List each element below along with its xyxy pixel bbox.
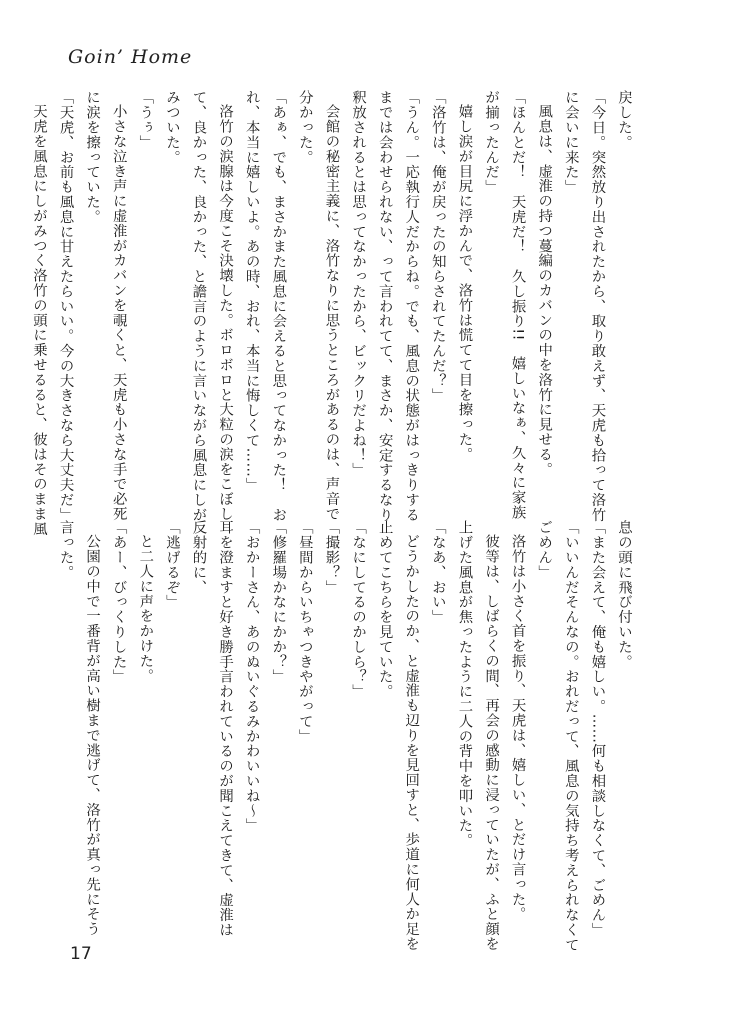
page-number: 17 [70, 944, 92, 964]
text-line: 釈放されるとは思ってなかったから、ビックリだよね！」 [350, 90, 367, 478]
text-line: 「洛竹は、俺が戻ったの知らされてたんだ？」 [429, 90, 446, 403]
text-line: 公園の中で一番背が高い樹まで逃げて、洛竹が真っ先にそう [84, 534, 101, 937]
text-line: 「いいんだそんなの。おれだって、風息の気持ち考えられなくて [562, 520, 579, 953]
text-line: に会いに来た」 [562, 90, 579, 195]
text-line: 「うぅ」 [137, 90, 154, 150]
text-line: 風息は、虚淮の持つ蔓編のカバンの中を洛竹に見せる。 [536, 104, 553, 477]
text-line: 嬉し涙が目尻に浮かんで、洛竹は慌てて目を擦った。 [456, 104, 473, 462]
text-line: みついた。 [163, 90, 180, 165]
text-line: 「うん。一応執行人だからね。でも、風息の状態がはっきりする [403, 90, 420, 523]
text-line: 「なにしてるのかしら？」 [350, 520, 367, 699]
text-line: が揃ったんだ」 [483, 90, 500, 195]
text-line: 「あー、びっくりした」 [110, 520, 127, 684]
text-line: 「また会えて、俺も嬉しい。……何も相談しなくて、ごめん」 [589, 520, 606, 938]
text-line: 「撮影？」 [323, 520, 340, 595]
text-block-top [30, 90, 637, 537]
text-line: までは会わせられない、って言われてて、まさか、安定するなり [376, 90, 393, 523]
text-line: 「おかーさん、あのぬいぐるみかわいいね〜」 [243, 520, 260, 833]
text-line: れ、本当に嬉しいよ。あの時、おれ、本当に悔しくて……」 [243, 90, 260, 493]
text-line: 反射的に、 [190, 520, 207, 595]
text-line: 「修羅場かなにかか？」 [270, 520, 287, 684]
text-line: て、良かった、良かった、と譫言のように言いながら風息にしが [190, 90, 207, 523]
text-line: 「あぁ、でも、まさかまた風息に会えると思ってなかった！ お [270, 90, 287, 523]
text-line: ごめん」 [536, 520, 553, 580]
text-line: 小さな泣き声に虚淮がカバンを覗くと、天虎も小さな手で必死 [110, 104, 127, 522]
text-line: 上げた風息が焦ったように二人の背中を叩いた。 [456, 520, 473, 848]
text-line: 「ほんとだ！ 天虎だ！ 久し振り!! 嬉しいなぁ、久々に家族 [509, 90, 526, 520]
text-line: に涙を擦っていた。 [84, 90, 101, 225]
text-line: 彼等は、しばらくの間、再会の感動に浸っていたが、ふと顔を [483, 534, 500, 952]
text-line: 戻した。 [616, 90, 632, 150]
text-line: 「逃げるぞ」 [163, 520, 180, 610]
text-line: 耳を澄ますと好き勝手言われているのが聞こえてきて、虚淮は [217, 520, 234, 938]
text-line: 止めてこちらを見ていた。 [376, 520, 393, 699]
text-line: 洛竹の涙腺は今度こそ決壊した。ボロボロと大粒の涙をこぼし [217, 104, 234, 522]
text-line: 会館の秘密主義に、洛竹なりに思うところがあるのは、声音で [323, 104, 340, 522]
text-line: 「昼間からいちゃつきやがって」 [296, 520, 313, 744]
text-line: と二人に声をかけた。 [137, 534, 154, 684]
text-line: 息の頭に飛び付いた。 [616, 520, 632, 669]
text-line: 洛竹は小さく首を振り、天虎は、嬉しい、とだけ言った。 [509, 534, 526, 922]
text-line: どうかしたのか、と虚淮も辺りを見回すと、歩道に何人か足を [403, 534, 420, 952]
text-line: 天虎を風息にしがみつく洛竹の頭に乗せるると、彼はそのまま風 [30, 104, 47, 537]
text-line: 言った。 [57, 520, 74, 580]
text-block-bottom [57, 520, 637, 953]
text-line: 「今日。突然放り出されたから、取り敢えず、天虎も拾って洛竹 [589, 90, 606, 523]
running-header: Goin’ Home [68, 46, 193, 68]
text-line: 「天虎、お前も風息に甘えたらいい。今の大きさなら大丈夫だ」 [57, 90, 74, 523]
text-line: 分かった。 [296, 90, 313, 165]
text-line: 「なあ、おい」 [429, 520, 446, 625]
